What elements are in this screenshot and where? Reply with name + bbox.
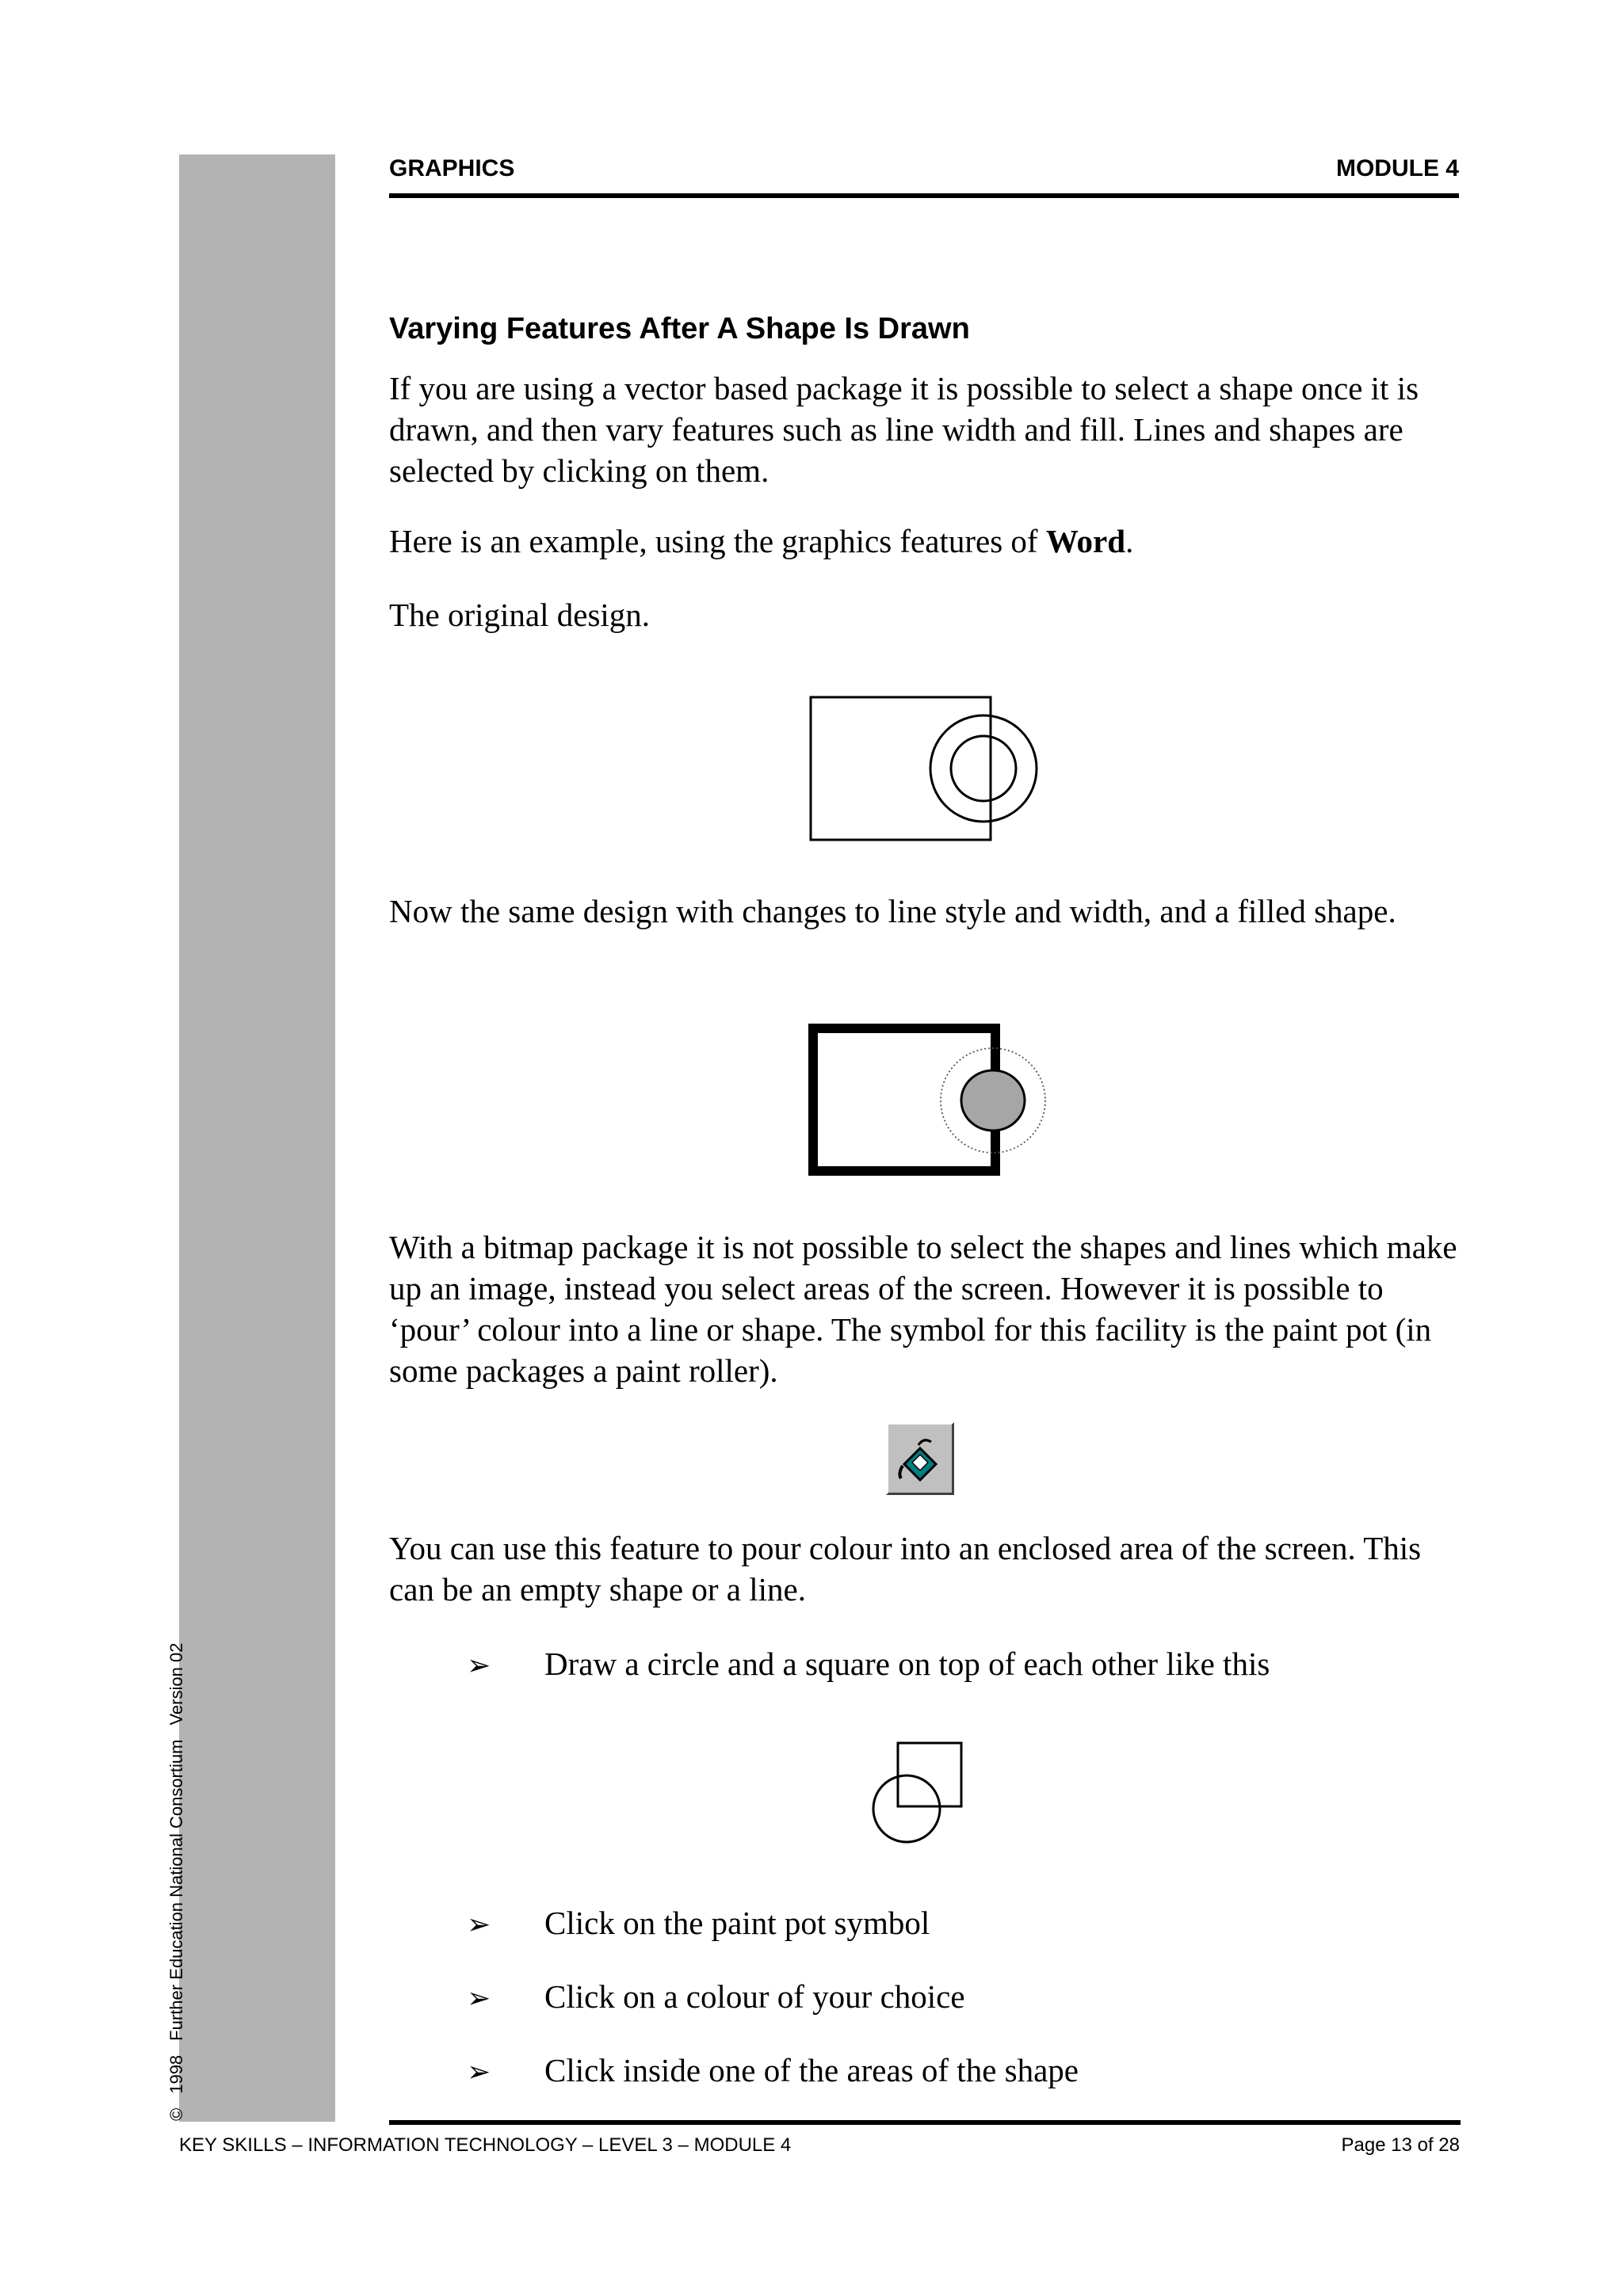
- bullet-arrow-icon: ➢: [467, 1982, 491, 2015]
- bullet-text: Click on a colour of your choice: [544, 1978, 965, 2015]
- paint-pot-icon: [888, 1425, 952, 1493]
- header-module-label: MODULE 4: [1335, 155, 1459, 181]
- bullet-arrow-icon: ➢: [467, 1650, 491, 1682]
- copyright-version: Version 02: [166, 1642, 186, 1726]
- bitmap-paragraph: With a bitmap package it is not possible to select the shapes and lines which make up an image, instead you select areas of the screen. However it is possible to ‘pour’ colour into a line or shape. The symbol for this facility is the paint pot (in some packages a paint roller).: [389, 1229, 1457, 1389]
- section-title: Varying Features After A Shape Is Drawn: [389, 312, 970, 345]
- original-design-figure: [800, 689, 1054, 848]
- side-copyright-text: [166, 1629, 187, 2121]
- bullet-item: [467, 1902, 930, 1946]
- header-section-label: GRAPHICS: [389, 155, 515, 181]
- bullet-item: [467, 1643, 1270, 1687]
- modified-design-figure: [800, 1022, 1054, 1180]
- filled-inner-circle: [961, 1070, 1025, 1131]
- original-outer-circle: [930, 715, 1037, 822]
- pour-colour-paragraph: You can use this feature to pour colour into an enclosed area of the screen. This can be an empty shape or a line.: [389, 1530, 1422, 1608]
- footer-divider: [389, 2120, 1461, 2125]
- intro-paragraph: If you are using a vector based package it is possible to select a shape once it is drawn, and then vary features such as line width and fill. Lines and shapes are selected by clicking on them.: [389, 370, 1419, 489]
- bullet-text: Click on the paint pot symbol: [544, 1905, 930, 1941]
- bullet-item: [467, 2050, 1079, 2093]
- example-period: .: [1125, 523, 1134, 559]
- left-sidebar-band: [179, 154, 335, 2122]
- bullet-arrow-icon: ➢: [467, 1909, 491, 1941]
- footer-course-title: KEY SKILLS – INFORMATION TECHNOLOGY – LEVEL 3 – MODULE 4: [179, 2134, 792, 2156]
- header-divider: [389, 193, 1459, 198]
- copyright-year: 1998: [166, 2054, 186, 2094]
- original-inner-circle: [951, 736, 1016, 801]
- copyright-org: Further Education National Consortium: [166, 1739, 186, 2041]
- bitmap-circle: [873, 1775, 940, 1842]
- original-design-caption: The original design.: [389, 597, 651, 633]
- bullet-arrow-icon: ➢: [467, 2056, 491, 2088]
- paint-pot-button[interactable]: [886, 1422, 954, 1495]
- word-app-name: Word: [1045, 523, 1126, 559]
- bullet-item: [467, 1976, 965, 2019]
- copyright-symbol: ©: [166, 2107, 186, 2121]
- bullet-text: Click inside one of the areas of the shape: [544, 2052, 1079, 2088]
- circle-square-figure: [864, 1735, 975, 1854]
- bullet-text: Draw a circle and a square on top of each other like this: [544, 1646, 1270, 1682]
- changed-design-caption: Now the same design with changes to line style and width, and a filled shape.: [389, 893, 1396, 929]
- example-text: Here is an example, using the graphics features of: [389, 523, 1046, 559]
- footer-page-number: Page 13 of 28: [1341, 2134, 1460, 2156]
- example-paragraph: [389, 521, 1459, 562]
